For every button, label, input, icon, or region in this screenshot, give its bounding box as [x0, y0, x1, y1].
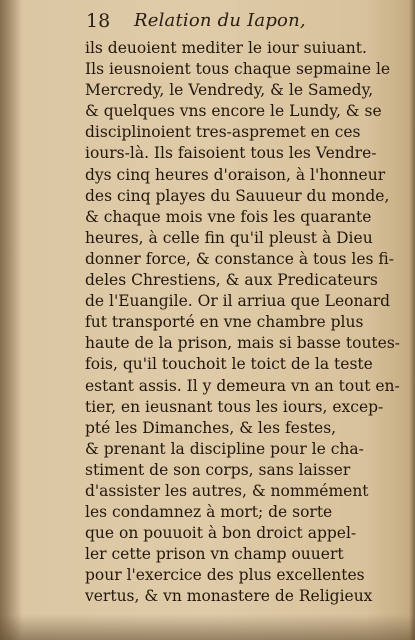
text-line: donner force, & constance à tous les fi-: [85, 249, 395, 268]
text-line: haute de la prison, mais si basse toutes-: [85, 334, 401, 353]
text-line: disciplinoient tres-aspremet en ces: [85, 123, 361, 142]
text-line: d'assister les autres, & nommément: [85, 481, 369, 500]
text-line: deles Chrestiens, & aux Predicateurs: [85, 271, 378, 290]
text-line: ils deuoient mediter le iour suiuant.: [85, 39, 367, 57]
text-line: iours-là. Ils faisoient tous les Vendre-: [85, 144, 377, 163]
running-title: Relation du Iapon,: [134, 10, 306, 31]
page-number: 18: [86, 10, 111, 32]
text-line: de l'Euangile. Or il arriua que Leonard: [85, 292, 391, 311]
text-line: Mercredy, le Vendredy, & le Samedy,: [85, 81, 374, 100]
page-bottom-shadow: [0, 614, 415, 640]
text-line: les condamnez à mort; de sorte: [85, 503, 333, 522]
text-line: dys cinq heures d'oraison, à l'honneur: [85, 165, 386, 184]
text-line: ler cette prison vn champ ouuert: [85, 545, 344, 564]
text-line: pour l'exercice des plus excellentes: [85, 566, 365, 585]
text-line: des cinq playes du Sauueur du monde,: [85, 186, 390, 205]
text-line: & prenant la discipline pour le cha-: [85, 439, 364, 458]
text-line: estant assis. Il y demeura vn an tout en-: [85, 376, 400, 395]
text-line: & chaque mois vne fois les quarante: [85, 207, 372, 226]
text-line: heures, à celle fin qu'il pleust à Dieu: [85, 228, 373, 247]
text-line: fut transporté en vne chambre plus: [85, 313, 364, 332]
binding-gutter-shadow: [0, 0, 22, 640]
text-line: Ils ieusnoient tous chaque sepmaine le: [85, 60, 391, 79]
text-line: pté les Dimanches, & les festes,: [85, 418, 337, 437]
text-line: vertus, & vn monastere de Religieux: [85, 587, 373, 606]
text-line: que on pouuoit à bon droict appel-: [85, 524, 357, 543]
text-line: tier, en ieusnant tous les iours, excep-: [85, 397, 384, 416]
text-line: fois, qu'il touchoit le toict de la teste: [85, 355, 373, 374]
text-line: & quelques vns encore le Lundy, & se: [85, 102, 382, 121]
running-head: [86, 4, 406, 34]
text-line: stiment de son corps, sans laisser: [85, 460, 351, 479]
body-text: [85, 38, 413, 608]
